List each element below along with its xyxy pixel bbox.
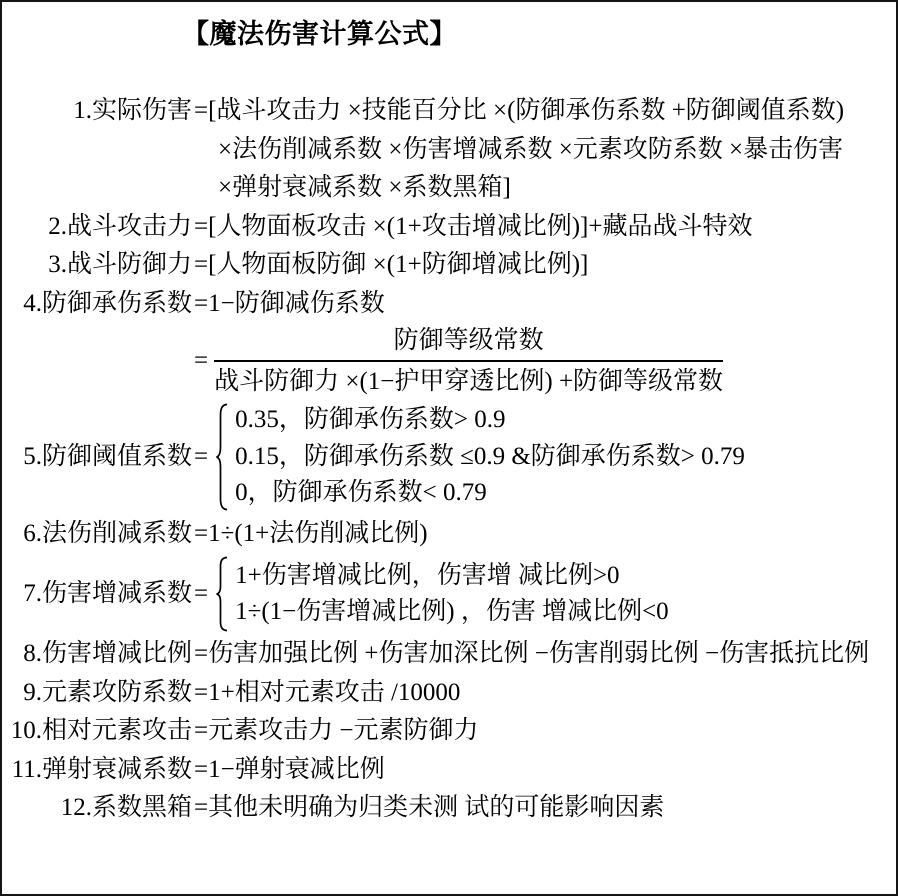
formula-expression	[192, 92, 844, 208]
formula-row-8	[2, 635, 896, 674]
formula-expression: =[人物面板攻击 ×(1+攻击增减比例)]+藏品战斗特效	[194, 212, 753, 240]
formula-label: 6.法伤削减系数	[23, 519, 192, 547]
case-line: 1+伤害增减比例，伤害增 减比例>0	[235, 561, 620, 589]
formula-row-3	[2, 246, 896, 285]
formula-label: 11.弹射衰减系数	[11, 755, 192, 783]
fraction-numerator: 防御等级常数	[214, 323, 723, 362]
fraction	[214, 323, 723, 399]
formula-row-12	[2, 789, 896, 828]
formula-row-5	[2, 399, 896, 515]
formula-label: 9.元素攻防系数	[23, 678, 192, 706]
formula-list	[2, 92, 896, 828]
formula-expression: =1+相对元素攻击 /10000	[194, 678, 461, 706]
formula-label: 8.伤害增减比例	[23, 640, 192, 667]
cases-brace-icon	[215, 556, 230, 632]
formula-expression: =[人物面板防御 ×(1+防御增减比例)]	[194, 251, 589, 278]
fraction-denominator: 战斗防御力 ×(1−护甲穿透比例) +防御等级常数	[214, 368, 724, 395]
formula-row-1	[2, 92, 896, 208]
fraction-expression	[192, 323, 723, 399]
formula-row-6	[2, 515, 896, 554]
formula-expression: =1−弹射衰减比例	[194, 755, 385, 783]
piecewise-expression	[192, 402, 745, 512]
equals-sign: =	[194, 580, 209, 607]
piecewise-expression	[192, 556, 669, 632]
expression-line: ×弹射衰减系数 ×系数黑箱]	[218, 174, 511, 201]
formula-row-9	[2, 674, 896, 713]
formula-expression: =伤害加强比例 +伤害加深比例 −伤害削弱比例 −伤害抵抗比例	[194, 640, 870, 667]
formula-label: 10.相对元素攻击	[10, 717, 192, 744]
cases-list	[235, 558, 669, 631]
formula-label: 2.战斗攻击力	[48, 212, 192, 240]
equals-sign: =	[194, 347, 209, 374]
formula-row-2	[2, 208, 896, 247]
formula-expression: =1÷(1+法伤削减比例)	[194, 519, 428, 547]
formula-row-7	[2, 553, 896, 635]
case-line: 0.35，防御承伤系数> 0.9	[235, 406, 506, 433]
formula-row-4	[2, 285, 896, 324]
formula-label: 3.战斗防御力	[48, 251, 192, 278]
formula-label: 12.系数黑箱	[60, 794, 192, 821]
case-line: 1÷(1−伤害增减比例) ，伤害 增减比例<0	[235, 598, 669, 625]
cases-brace-icon	[215, 403, 230, 511]
formula-row-4-fraction	[2, 323, 896, 399]
expression-line: =[战斗攻击力 ×技能百分比 ×(防御承伤系数 +防御阈值系数)	[194, 97, 845, 124]
formula-expression: =1−防御减伤系数	[194, 289, 385, 317]
formula-expression: =元素攻击力 −元素防御力	[194, 717, 479, 744]
formula-row-10	[2, 712, 896, 751]
formula-label: 7.伤害增减系数	[23, 579, 192, 607]
case-line: 0.15，防御承伤系数 ≤0.9 &防御承伤系数> 0.79	[235, 442, 745, 470]
equals-sign: =	[194, 442, 209, 470]
page-title: 【魔法伤害计算公式】	[182, 19, 457, 49]
case-line: 0，防御承伤系数< 0.79	[235, 479, 487, 506]
formula-label: 5.防御阈值系数	[23, 442, 192, 470]
expression-line: ×法伤削减系数 ×伤害增减系数 ×元素攻防系数 ×暴击伤害	[218, 135, 844, 163]
formula-expression: =其他未明确为归类未测 试的可能影响因素	[194, 794, 665, 821]
formula-label: 4.防御承伤系数	[23, 289, 192, 317]
cases-list	[235, 402, 745, 512]
formula-row-11	[2, 751, 896, 790]
formula-label: 1.实际伤害	[73, 97, 192, 124]
